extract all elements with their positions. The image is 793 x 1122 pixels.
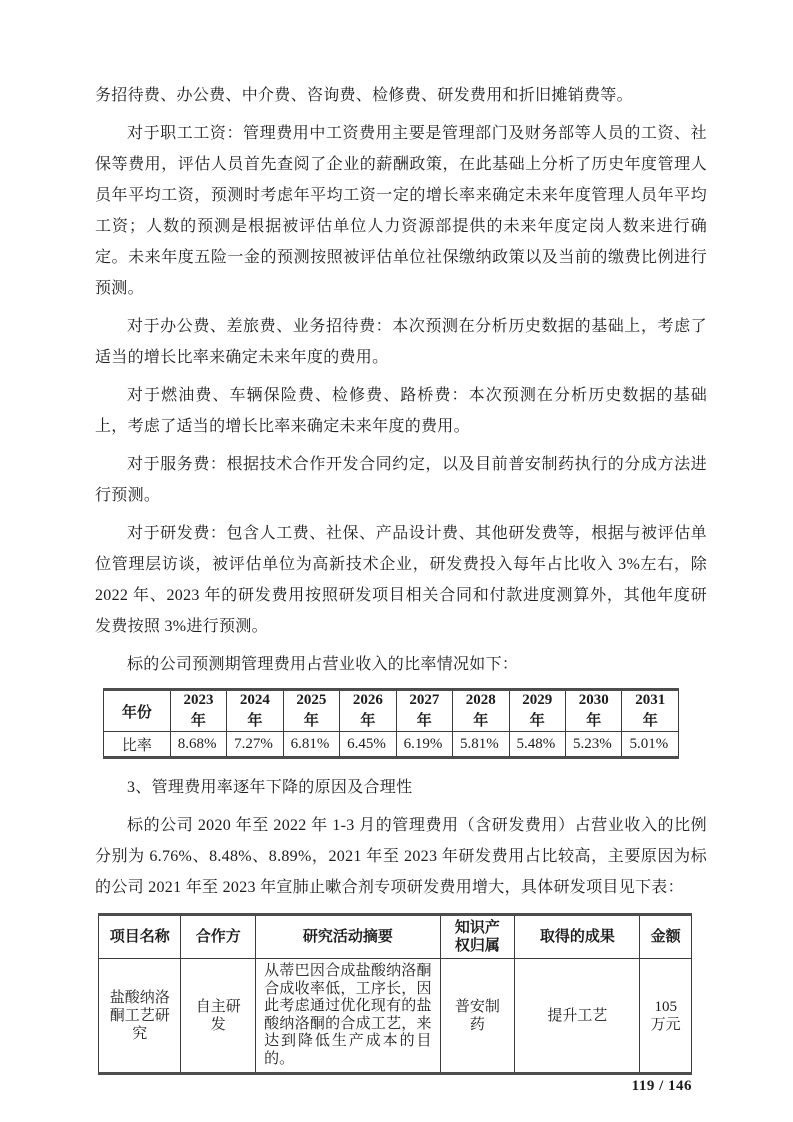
table-cell: 6.19% <box>396 732 452 758</box>
table-header-cell: 2028 年 <box>453 690 509 732</box>
paragraph-fuel-expense: 对于燃油费、车辆保险费、检修费、路桥费：本次预测在分析历史数据的基础上，考虑了适当的增长比率来确定未来年度的费用。 <box>95 387 707 435</box>
section-heading: 3、管理费用率逐年下降的原因及合理性 <box>127 779 413 796</box>
rnd-partner-cell: 自主研发 <box>181 959 256 1074</box>
table-row <box>99 915 692 959</box>
mgmt-fee-ratio-table <box>103 688 679 759</box>
paragraph-service-fee: 对于服务费：根据技术合作开发合同约定，以及目前普安制药执行的分成方法进行预测。 <box>95 456 707 504</box>
table-cell: 5.01% <box>622 732 679 758</box>
section-3 <box>95 772 707 903</box>
table-header-cell: 合作方 <box>181 915 256 959</box>
table1-caption: 标的公司预测期管理费用占营业收入的比率情况如下： <box>127 656 519 673</box>
table-header-cell: 2029 年 <box>509 690 565 732</box>
table-cell: 5.23% <box>565 732 621 758</box>
table-header-cell: 金额 <box>640 915 692 959</box>
table-header-cell: 2025 年 <box>283 690 339 732</box>
rnd-achievement-cell: 提升工艺 <box>515 959 640 1074</box>
table-header-cell: 知识产权归属 <box>440 915 515 959</box>
table-header-cell: 2030 年 <box>565 690 621 732</box>
table-cell: 6.81% <box>283 732 339 758</box>
table-header-cell: 2031 年 <box>622 690 679 732</box>
table-cell: 7.27% <box>227 732 283 758</box>
table-header-cell: 项目名称 <box>99 915 181 959</box>
table-header-cell: 研究活动摘要 <box>256 915 440 959</box>
rnd-project-table <box>98 913 692 1075</box>
table-row <box>104 690 679 732</box>
rnd-amount-cell: 105 万元 <box>640 959 692 1074</box>
table-row <box>104 732 679 758</box>
table-cell: 8.68% <box>170 732 226 758</box>
rnd-summary-cell: 从蒂巴因合成盐酸纳洛酮合成收率低，工序长，因此考虑通过优化现有的盐酸纳洛酮的合成工艺，来达到降低生产成本的目的。 <box>256 959 440 1074</box>
page-number: 119 / 146 <box>631 1078 692 1094</box>
table-cell: 6.45% <box>340 732 396 758</box>
paragraph-rnd-expense: 对于研发费：包含人工费、社保、产品设计费、其他研发费等，根据与被评估单位管理层访谈，被评估单位为高新技术企业，研发费投入每年占比收入 3%左右，除 2022 年、2023 年的研发费用按照研发项目相关合同和付款进度测算外，其他年度研发费按照 3%进行预测。 <box>95 525 707 635</box>
paragraph-continuation: 务招待费、办公费、中介费、咨询费、检修费、研发费用和折旧摊销费等。 <box>95 87 633 104</box>
paragraph-office-expense: 对于办公费、差旅费、业务招待费：本次预测在分析历史数据的基础上，考虑了适当的增长比率来确定未来年度的费用。 <box>95 318 707 366</box>
document-body <box>95 80 707 680</box>
paragraph-mgmt-fee-ratio-decline: 标的公司 2020 年至 2022 年 1-3 月的管理费用（含研发费用）占营业收入的比例分别为 6.76%、8.48%、8.89%，2021 年至 2023 年研发费用占比较高，主要原因为标的公司 2021 年至 2023 年宣肺止嗽合剂专项研发费用增大，具体研发项目见下表： <box>95 817 707 896</box>
table-cell: 比率 <box>104 732 171 758</box>
rnd-ip-owner-cell: 普安制药 <box>440 959 515 1074</box>
table-header-cell: 2024 年 <box>227 690 283 732</box>
table-cell: 5.81% <box>453 732 509 758</box>
table-header-cell: 2023 年 <box>170 690 226 732</box>
table-header-cell: 2027 年 <box>396 690 452 732</box>
table-header-cell: 取得的成果 <box>515 915 640 959</box>
table-cell: 5.48% <box>509 732 565 758</box>
table-header-cell: 年份 <box>104 690 171 732</box>
table-row <box>99 959 692 1074</box>
rnd-project-name-cell: 盐酸纳洛酮工艺研究 <box>99 959 181 1074</box>
paragraph-staff-salary: 对于职工工资：管理费用中工资费用主要是管理部门及财务部等人员的工资、社保等费用，评估人员首先查阅了企业的薪酬政策，在此基础上分析了历史年度管理人员年平均工资，预测时考虑年平均工资一定的增长率来确定未来年度管理人员年平均工资；人数的预测是根据被评估单位人力资源部提供的未来年度定岗人数来进行确定。未来年度五险一金的预测按照被评估单位社保缴纳政策以及当前的缴费比例进行预测。 <box>95 125 707 297</box>
table-header-cell: 2026 年 <box>340 690 396 732</box>
